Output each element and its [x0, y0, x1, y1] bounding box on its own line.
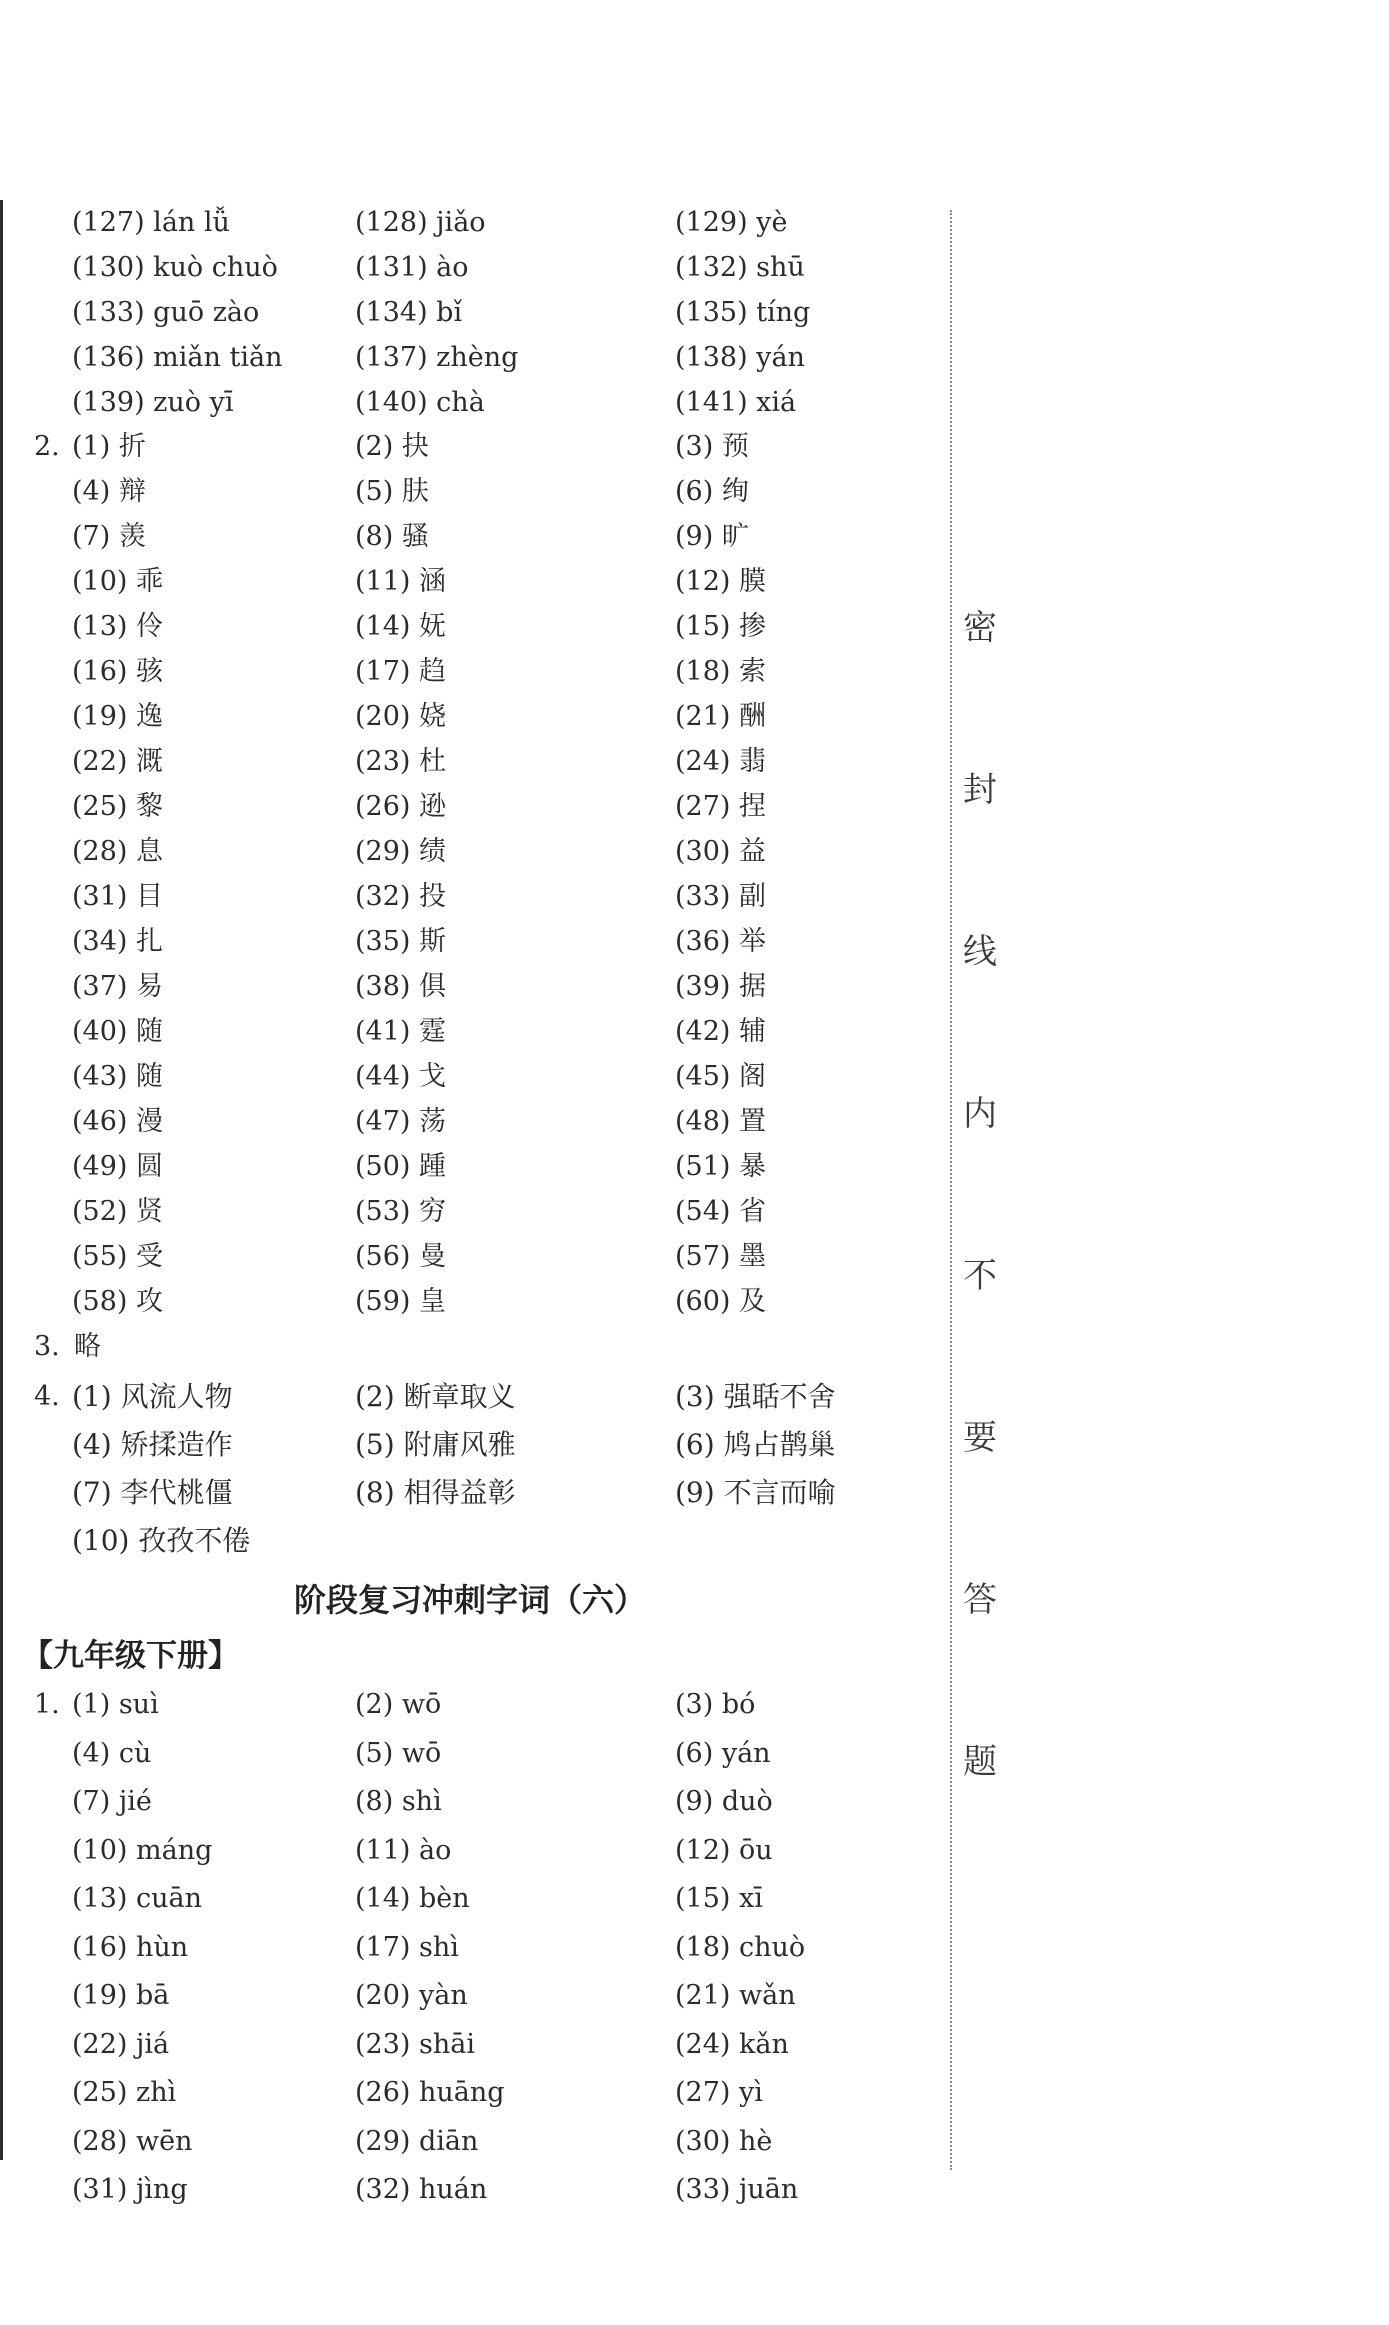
answer-row	[0, 1829, 940, 1873]
answer-item: (26) 逊	[355, 791, 447, 822]
answer-item: (22) 溉	[72, 746, 164, 777]
answer-row	[0, 2071, 940, 2115]
answer-item: (3) 预	[675, 431, 749, 462]
answer-row	[0, 291, 940, 335]
answer-row	[0, 605, 940, 649]
answer-item: (26) huāng	[355, 2077, 505, 2108]
answer-item: (37) 易	[72, 971, 164, 1002]
answer-item: (23) 杜	[355, 746, 447, 777]
answer-row	[0, 785, 940, 829]
answer-item: (31) 目	[72, 881, 164, 912]
seal-char: 封	[963, 770, 997, 810]
answer-item: (59) 皇	[355, 1286, 447, 1317]
answer-item: (12) ōu	[675, 1834, 773, 1866]
answer-item: (19) 逸	[72, 701, 164, 732]
answer-row	[0, 920, 940, 964]
answer-item: (137) zhèng	[355, 342, 519, 373]
answer-row	[0, 875, 940, 919]
seal-dotted-line	[950, 210, 952, 2170]
answer-row	[0, 1190, 940, 1234]
answer-item: (22) jiá	[72, 2028, 170, 2060]
answer-item: (15) 掺	[675, 611, 767, 642]
answer-row	[0, 560, 940, 604]
answer-item: (12) 膜	[675, 566, 767, 597]
answer-row	[0, 965, 940, 1009]
answer-item: (3) bó	[675, 1689, 756, 1720]
answer-item: (25) zhì	[72, 2077, 177, 2108]
seal-char: 线	[963, 932, 997, 972]
answer-item: (18) chuò	[675, 1931, 806, 1963]
answer-item: (8) shì	[355, 1786, 442, 1817]
answer-item: (55) 受	[72, 1241, 164, 1272]
section-title: 阶段复习冲刺字词（六）	[293, 1581, 646, 1619]
answer-item: (42) 辅	[675, 1016, 767, 1047]
question-3-answer: 略	[74, 1331, 101, 1362]
answer-item: (6) 绚	[675, 476, 749, 507]
answer-row	[0, 1471, 940, 1515]
answer-item: (41) 霆	[355, 1016, 447, 1047]
answer-item: (28) 息	[72, 836, 164, 867]
answer-row	[0, 830, 940, 874]
answer-item: (21) 酬	[675, 701, 767, 732]
answer-item: (139) zuò yī	[72, 387, 234, 418]
answer-item: (5) 肤	[355, 476, 429, 507]
answer-row	[0, 201, 940, 245]
answer-item: (54) 省	[675, 1196, 767, 1227]
answer-item: (16) hùn	[72, 1931, 189, 1963]
answer-item: (135) tíng	[675, 297, 811, 328]
question-4-number: 4.	[34, 1381, 60, 1412]
answer-row	[0, 336, 940, 380]
answer-item: (57) 墨	[675, 1241, 767, 1272]
answer-item: (1) 折	[72, 431, 146, 462]
answer-item: (30) hè	[675, 2125, 773, 2157]
answer-item: (20) yàn	[355, 1980, 468, 2011]
answer-row	[0, 470, 940, 514]
answer-item: (2) 断章取义	[355, 1380, 516, 1413]
answer-row	[0, 1055, 940, 1099]
answer-item: (136) miǎn tiǎn	[72, 342, 283, 373]
answer-item: (47) 荡	[355, 1106, 447, 1137]
seal-char: 不	[963, 1256, 997, 1296]
answer-item: (138) yán	[675, 342, 805, 373]
answer-item: (51) 暴	[675, 1151, 767, 1182]
answer-row	[0, 2168, 940, 2212]
answer-item: (49) 圆	[72, 1151, 164, 1182]
answer-item: (129) yè	[675, 207, 788, 238]
answer-item: (33) juān	[675, 2174, 799, 2205]
answer-item: (13) 伶	[72, 611, 164, 642]
answer-item: (5) 附庸风雅	[355, 1428, 516, 1461]
answer-item: (27) 捏	[675, 791, 767, 822]
answer-item: (39) 据	[675, 971, 767, 1002]
seal-char: 答	[963, 1580, 997, 1620]
answer-item: (30) 益	[675, 836, 767, 867]
answer-item: (2) 抉	[355, 431, 429, 462]
answer-item: (6) yán	[675, 1737, 771, 1769]
answer-item: (10) 孜孜不倦	[72, 1524, 251, 1557]
answer-item: (24) kǎn	[675, 2028, 789, 2060]
answer-item: (132) shū	[675, 252, 805, 283]
answer-item: (28) wēn	[72, 2125, 193, 2157]
answer-item: (128) jiǎo	[355, 207, 486, 238]
answer-item: (46) 漫	[72, 1106, 164, 1137]
answer-item: (9) duò	[675, 1786, 773, 1817]
answer-item: (33) 副	[675, 881, 767, 912]
answer-item: (130) kuò chuò	[72, 252, 278, 283]
answer-item: (32) huán	[355, 2174, 488, 2205]
answer-item: (134) bǐ	[355, 297, 463, 328]
answer-row	[0, 1423, 940, 1467]
question-3-number: 3.	[34, 1331, 60, 1362]
answer-item: (27) yì	[675, 2077, 763, 2108]
answer-item: (29) 绩	[355, 836, 447, 867]
answer-row	[0, 1010, 940, 1054]
answer-row	[0, 425, 940, 469]
answer-item: (36) 举	[675, 926, 767, 957]
answer-item: (5) wō	[355, 1737, 442, 1769]
answer-item: (17) shì	[355, 1931, 459, 1963]
answer-item: (16) 骇	[72, 656, 164, 687]
answer-item: (7) 李代桃僵	[72, 1476, 233, 1509]
answer-item: (43) 随	[72, 1061, 164, 1092]
answer-row	[0, 1280, 940, 1324]
answer-item: (31) jìng	[72, 2174, 188, 2205]
answer-row	[0, 1780, 940, 1824]
answer-item: (56) 曼	[355, 1241, 447, 1272]
answer-row	[0, 1732, 940, 1776]
answer-item: (10) 乖	[72, 566, 164, 597]
answer-item: (1) 风流人物	[72, 1380, 233, 1413]
answer-item: (32) 投	[355, 881, 447, 912]
answer-item: (25) 黎	[72, 791, 164, 822]
seal-char: 密	[963, 608, 997, 648]
answer-item: (140) chà	[355, 387, 485, 418]
answer-row	[0, 1926, 940, 1970]
seal-char: 要	[963, 1418, 997, 1458]
seal-char: 内	[963, 1094, 997, 1134]
grade-header: 【九年级下册】	[22, 1638, 239, 1674]
answer-row	[0, 1145, 940, 1189]
answer-item: (4) 辩	[72, 476, 146, 507]
answer-item: (7) 羡	[72, 521, 146, 552]
answer-item: (38) 俱	[355, 971, 447, 1002]
answer-item: (11) 涵	[355, 566, 447, 597]
answer-item: (133) guō zào	[72, 297, 260, 328]
answer-item: (17) 趋	[355, 656, 447, 687]
answer-row	[0, 650, 940, 694]
answer-row	[0, 1974, 940, 2018]
answer-item: (45) 阁	[675, 1061, 767, 1092]
answer-item: (8) 骚	[355, 521, 429, 552]
answer-row	[0, 1519, 940, 1563]
answer-item: (9) 旷	[675, 521, 749, 552]
answer-item: (50) 踵	[355, 1151, 447, 1182]
answer-item: (9) 不言而喻	[675, 1476, 836, 1509]
answer-item: (8) 相得益彰	[355, 1476, 516, 1509]
answer-item: (34) 扎	[72, 926, 164, 957]
answer-item: (10) máng	[72, 1834, 213, 1866]
answer-item: (4) cù	[72, 1737, 152, 1769]
answer-row	[0, 740, 940, 784]
answer-item: (2) wō	[355, 1689, 442, 1720]
answer-row	[0, 1877, 940, 1921]
answer-item: (15) xī	[675, 1883, 763, 1914]
answer-item: (40) 随	[72, 1016, 164, 1047]
answer-item: (19) bā	[72, 1980, 170, 2011]
answer-item: (141) xiá	[675, 387, 797, 418]
answer-item: (21) wǎn	[675, 1980, 796, 2011]
answer-item: (60) 及	[675, 1286, 767, 1317]
answer-row	[0, 2023, 940, 2067]
answer-item: (14) bèn	[355, 1883, 470, 1914]
answer-row	[0, 1683, 940, 1727]
answer-item: (53) 穷	[355, 1196, 447, 1227]
answer-item: (44) 戈	[355, 1061, 447, 1092]
answer-item: (58) 攻	[72, 1286, 164, 1317]
answer-row	[0, 381, 940, 425]
answer-row	[0, 246, 940, 290]
answer-item: (18) 索	[675, 656, 767, 687]
question-1-number: 1.	[34, 1689, 60, 1720]
answer-item: (48) 置	[675, 1106, 767, 1137]
answer-item: (7) jié	[72, 1786, 152, 1817]
answer-item: (24) 翡	[675, 746, 767, 777]
answer-row	[0, 1375, 940, 1419]
question-2-number: 2.	[34, 431, 60, 462]
answer-row	[0, 1235, 940, 1279]
answer-item: (6) 鸠占鹊巢	[675, 1428, 836, 1461]
answer-row	[0, 515, 940, 559]
answer-item: (35) 斯	[355, 926, 447, 957]
answer-item: (14) 妩	[355, 611, 447, 642]
answer-item: (127) lán lǚ	[72, 207, 230, 238]
answer-item: (131) ào	[355, 252, 469, 283]
answer-item: (3) 强聒不舍	[675, 1380, 836, 1413]
answer-item: (52) 贤	[72, 1196, 164, 1227]
answer-item: (1) suì	[72, 1689, 159, 1720]
answer-item: (29) diān	[355, 2125, 479, 2157]
answer-item: (20) 娆	[355, 701, 447, 732]
answer-item: (11) ào	[355, 1834, 452, 1866]
answer-item: (23) shāi	[355, 2028, 475, 2060]
answer-row	[0, 695, 940, 739]
answer-item: (13) cuān	[72, 1883, 203, 1914]
answer-item: (4) 矫揉造作	[72, 1428, 233, 1461]
answer-row	[0, 2120, 940, 2164]
seal-char: 题	[963, 1742, 997, 1782]
answer-row	[0, 1100, 940, 1144]
